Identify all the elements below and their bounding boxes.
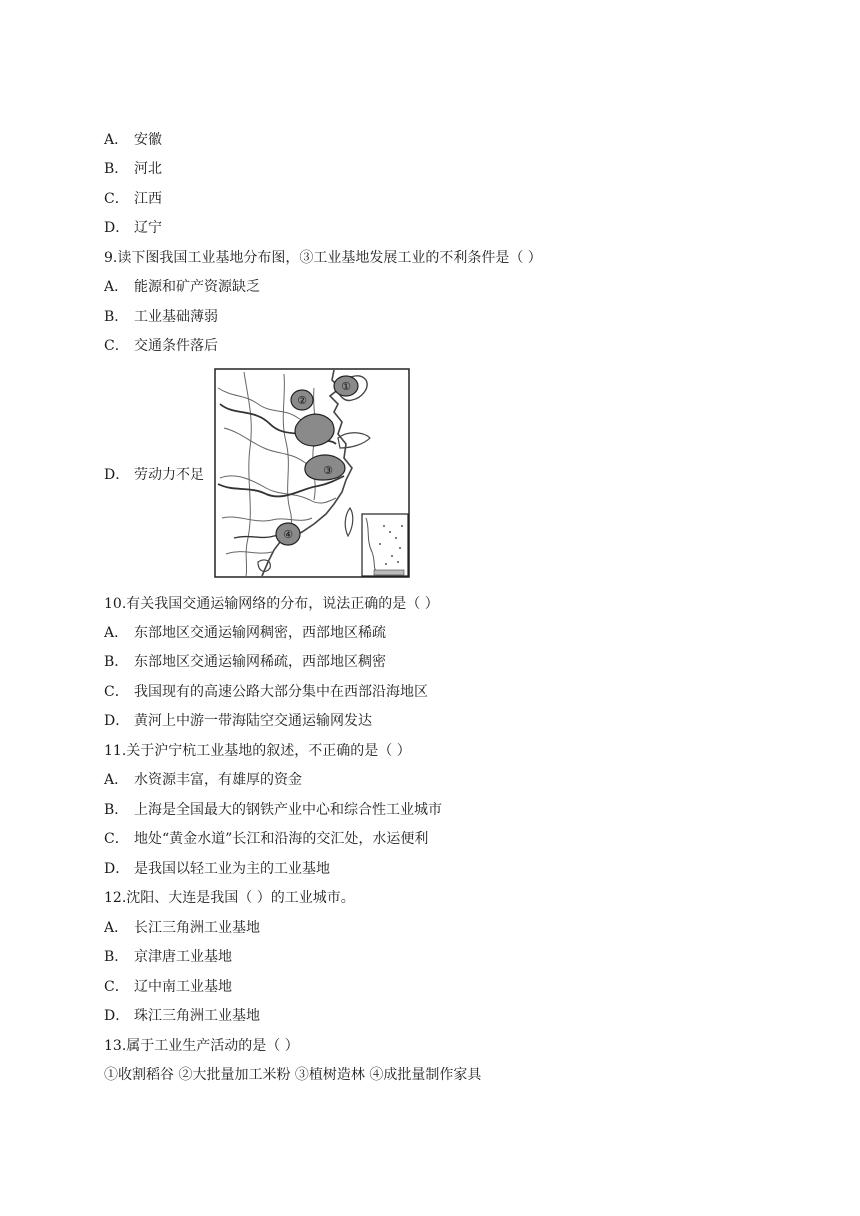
q12-option-c: C． 辽中南工业基地 <box>104 979 232 995</box>
q9-option-d: D． 劳动力不足 <box>104 467 204 483</box>
q12-stem: 12.沈阳、大连是我国（ ）的工业城市。 <box>104 890 355 906</box>
q13-stem: 13.属于工业生产活动的是（ ） <box>104 1038 299 1054</box>
south-china-sea-inset <box>362 514 408 576</box>
q11-option-b: B． 上海是全国最大的钢铁产业中心和综合性工业城市 <box>104 802 442 818</box>
q10-option-b: B． 东部地区交通运输网稀疏，西部地区稠密 <box>104 654 386 670</box>
inset-scale-bar <box>374 570 404 575</box>
q8-option-d: D． 辽宁 <box>104 220 162 236</box>
q9-option-c: C． 交通条件落后 <box>104 338 218 354</box>
q9-option-a: A． 能源和矿产资源缺乏 <box>104 279 260 295</box>
q12-option-d: D． 珠江三角洲工业基地 <box>104 1008 260 1024</box>
q11-option-d: D． 是我国以轻工业为主的工业基地 <box>104 861 330 877</box>
q9-stem: 9.读下图我国工业基地分布图，③工业基地发展工业的不利条件是（ ） <box>104 250 542 266</box>
q10-option-a: A． 东部地区交通运输网稠密，西部地区稀疏 <box>104 625 386 641</box>
q8-option-b: B． 河北 <box>104 161 162 177</box>
q12-option-b: B． 京津唐工业基地 <box>104 949 232 965</box>
q10-stem: 10.有关我国交通运输网络的分布，说法正确的是（ ） <box>104 596 439 612</box>
q8-option-c: C． 江西 <box>104 191 162 207</box>
map-svg <box>214 368 410 578</box>
marker-2: ② <box>297 394 307 407</box>
q11-stem: 11.关于沪宁杭工业基地的叙述，不正确的是（ ） <box>104 743 411 759</box>
q9-option-b: B． 工业基础薄弱 <box>104 309 218 325</box>
industrial-base-map <box>214 368 410 578</box>
q11-option-a: A． 水资源丰富，有雄厚的资金 <box>104 772 302 788</box>
q8-option-a: A． 安徽 <box>104 132 162 148</box>
marker-4: ④ <box>283 528 293 541</box>
q10-option-c: C． 我国现有的高速公路大部分集中在西部沿海地区 <box>104 684 428 700</box>
q12-option-a: A． 长江三角洲工业基地 <box>104 920 260 936</box>
marker-1: ① <box>341 380 351 393</box>
q11-option-c: C． 地处“黄金水道”长江和沿海的交汇处，水运便利 <box>104 831 429 847</box>
q13-items: ①收割稻谷 ②大批量加工米粉 ③植树造林 ④成批量制作家具 <box>104 1067 482 1083</box>
q10-option-d: D． 黄河上中游一带海陆空交通运输网发达 <box>104 713 372 729</box>
base-beijing-tianjin-area <box>295 414 334 446</box>
marker-3: ③ <box>323 464 333 477</box>
